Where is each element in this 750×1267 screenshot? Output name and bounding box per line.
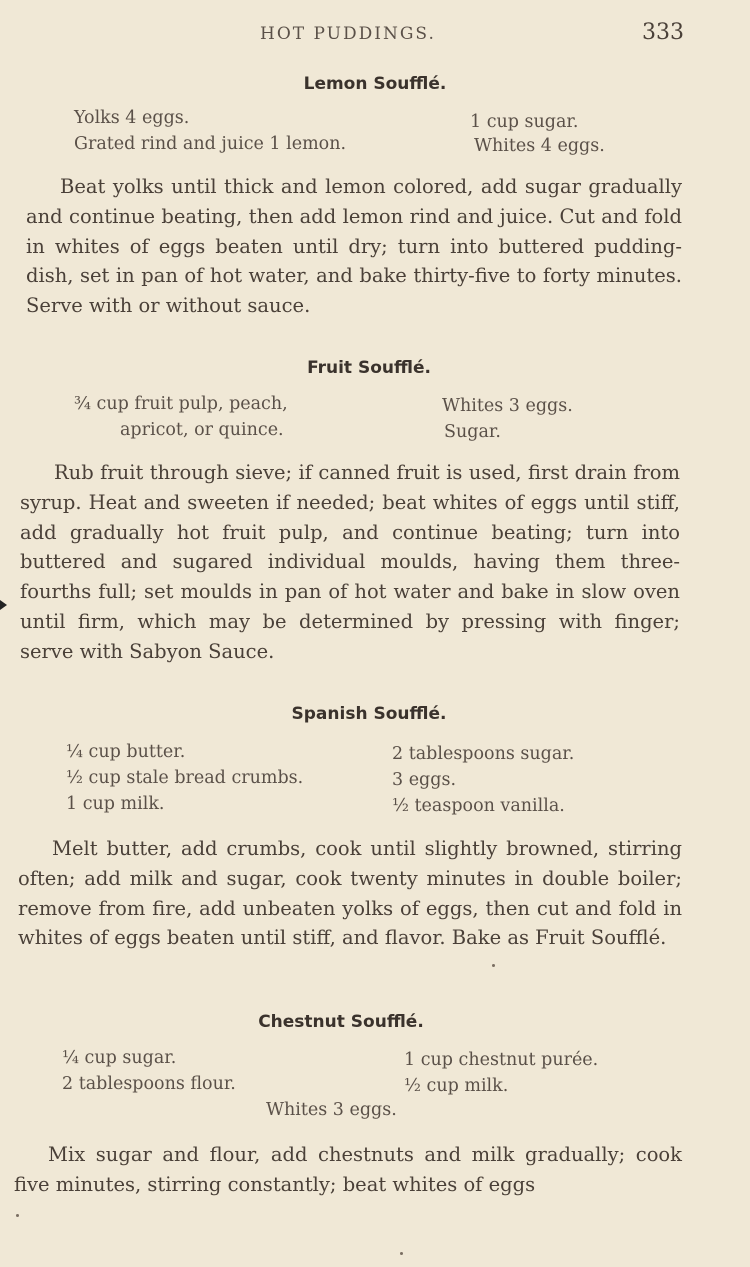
ingredient: 1 cup chestnut purée. bbox=[404, 1050, 599, 1070]
paper-speck bbox=[492, 964, 495, 967]
ingredient: Whites 4 eggs. bbox=[474, 136, 605, 156]
margin-arrow-mark bbox=[0, 600, 7, 610]
ingredient: 2 tablespoons sugar. bbox=[392, 744, 575, 764]
ingredient: 2 tablespoons flour. bbox=[62, 1074, 236, 1094]
ingredient: Whites 3 eggs. bbox=[442, 396, 573, 416]
recipe-title-spanish-souffle: Spanish Soufflé. bbox=[291, 704, 447, 724]
ingredient: ¼ cup sugar. bbox=[62, 1048, 177, 1068]
ingredient: ½ cup milk. bbox=[404, 1076, 509, 1096]
ingredient: 3 eggs. bbox=[392, 770, 457, 790]
recipe-method-chestnut-souffle: Mix sugar and flour, add chestnuts and milk gradually; cook five minutes, stirring constantly; beat whites of eggs bbox=[14, 1143, 682, 1196]
running-head-title: HOT PUDDINGS. bbox=[260, 24, 436, 44]
ingredient: Grated rind and juice 1 lemon. bbox=[74, 134, 347, 154]
recipe-method-spanish-souffle: Melt butter, add crumbs, cook until slightly browned, stirring often; add milk and sugar, cook twenty minutes in double boiler; remove from fire, add unbeaten yolks of eggs, then cut and fold in whites of eggs beaten until stiff, and flavor. Bake as Fruit Soufflé. bbox=[18, 837, 682, 950]
ingredient: 1 cup sugar. bbox=[470, 112, 579, 132]
page-number: 333 bbox=[642, 20, 684, 45]
ingredient: ½ cup stale bread crumbs. bbox=[66, 768, 304, 788]
recipe-method-fruit-souffle: Rub fruit through sieve; if canned fruit is used, first drain from syrup. Heat and sweeten if needed; beat whites of eggs until stiff, add gradually hot fruit pulp, and continue beating; turn into buttered and sugared individual moulds, having them three-fourths full; set moulds in pan of hot water and bake in slow oven until firm, which may be determined by pressing with finger; serve with Sabyon Sauce. bbox=[20, 461, 680, 663]
paper-speck bbox=[400, 1252, 403, 1255]
paper-speck bbox=[16, 1214, 19, 1217]
recipe-title-lemon-souffle: Lemon Soufflé. bbox=[303, 74, 447, 94]
recipe-method-lemon-souffle: Beat yolks until thick and lemon colored, add sugar gradually and continue beating, then add lemon rind and juice. Cut and fold in whites of eggs beaten until dry; turn into buttered pudding-dish, set in pan of hot water, and bake thirty-five to forty minutes. Serve with or without sauce. bbox=[26, 175, 682, 318]
ingredient: Whites 3 eggs. bbox=[266, 1100, 397, 1120]
recipe-title-chestnut-souffle: Chestnut Soufflé. bbox=[258, 1012, 424, 1032]
ingredient: ¾ cup fruit pulp, peach, bbox=[74, 394, 288, 414]
running-head bbox=[0, 20, 750, 50]
ingredient: 1 cup milk. bbox=[66, 794, 165, 814]
ingredient: Yolks 4 eggs. bbox=[74, 108, 190, 128]
ingredient: Sugar. bbox=[444, 422, 501, 442]
ingredient: ¼ cup butter. bbox=[66, 742, 186, 762]
recipe-title-fruit-souffle: Fruit Soufflé. bbox=[307, 358, 431, 378]
ingredient: apricot, or quince. bbox=[120, 420, 284, 440]
ingredient: ½ teaspoon vanilla. bbox=[392, 796, 565, 816]
